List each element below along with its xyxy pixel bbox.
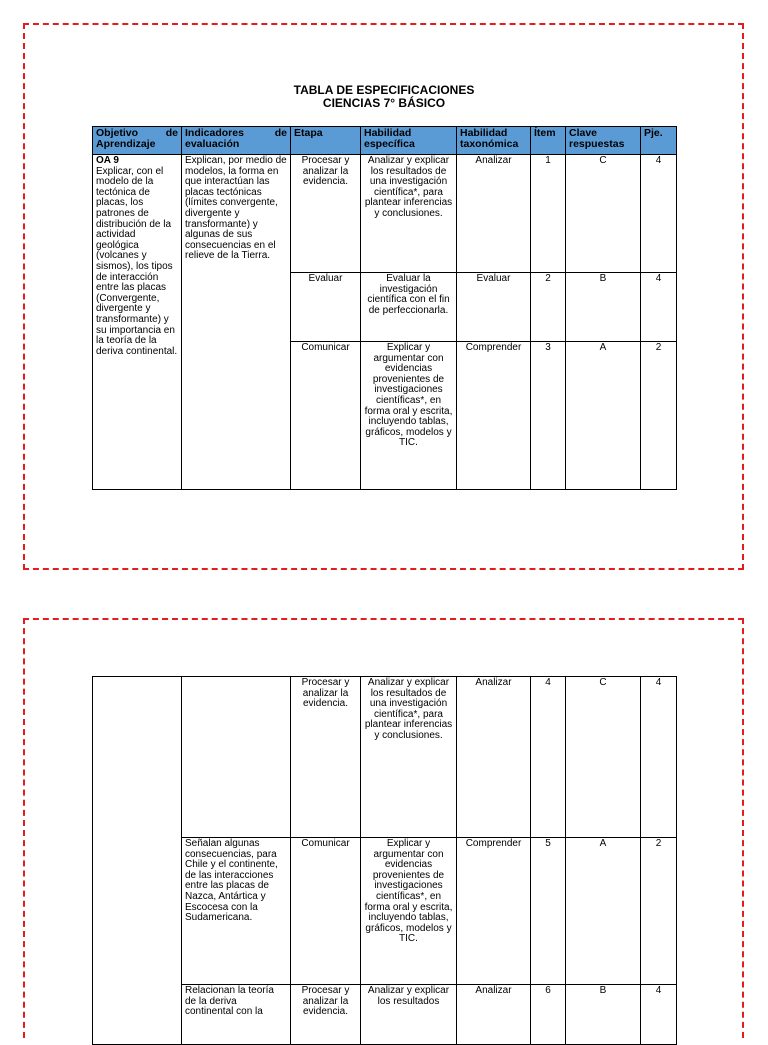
objetivo-cell (93, 677, 182, 1045)
habilidad-cell: Evaluar la investigación científica con el fin de perfeccionarla. (361, 273, 457, 342)
clave-cell: A (566, 838, 641, 985)
item-cell: 1 (531, 155, 566, 273)
taxonomica-cell: Analizar (457, 677, 531, 838)
habilidad-cell: Analizar y explicar los resultados (361, 985, 457, 1045)
objetivo-code: OA 9 (96, 155, 119, 166)
table-row (93, 677, 677, 838)
table-row (93, 155, 677, 273)
habilidad-cell: Explicar y argumentar con evidencias provenientes de investigaciones científicas*, en forma oral y escrita, incluyendo tablas, gráficos, modelos y TIC. (361, 342, 457, 490)
header-etapa: Etapa (291, 127, 361, 155)
taxonomica-cell: Comprender (457, 342, 531, 490)
pje-cell: 4 (641, 985, 677, 1045)
clave-cell: A (566, 342, 641, 490)
header-habilidad-especifica: Habilidad específica (361, 127, 457, 155)
specification-table (92, 126, 677, 490)
taxonomica-cell: Evaluar (457, 273, 531, 342)
specification-table-continued (92, 676, 677, 1045)
habilidad-cell: Analizar y explicar los resultados de una investigación científica*, para plantear inferencias y conclusiones. (361, 155, 457, 273)
taxonomica-cell: Comprender (457, 838, 531, 985)
objetivo-cell (93, 155, 182, 490)
pje-cell: 4 (641, 273, 677, 342)
clave-cell: C (566, 155, 641, 273)
pje-cell: 2 (641, 838, 677, 985)
taxonomica-cell: Analizar (457, 155, 531, 273)
habilidad-cell: Explicar y argumentar con evidencias provenientes de investigaciones científicas*, en forma oral y escrita, incluyendo tablas, gráficos, modelos y TIC. (361, 838, 457, 985)
pje-cell: 2 (641, 342, 677, 490)
etapa-cell: Procesar y analizar la evidencia. (291, 155, 361, 273)
etapa-cell: Comunicar (291, 342, 361, 490)
header-item: Ítem (531, 127, 566, 155)
taxonomica-cell: Analizar (457, 985, 531, 1045)
header-indicadores: Indicadores de evaluación (182, 127, 291, 155)
habilidad-cell: Analizar y explicar los resultados de una investigación científica*, para plantear inferencias y conclusiones. (361, 677, 457, 838)
title-line-2: CIENCIAS 7° BÁSICO (322, 96, 446, 110)
item-cell: 4 (531, 677, 566, 838)
etapa-cell: Procesar y analizar la evidencia. (291, 985, 361, 1045)
header-pje: Pje. (641, 127, 677, 155)
etapa-cell: Comunicar (291, 838, 361, 985)
clave-cell: C (566, 677, 641, 838)
item-cell: 3 (531, 342, 566, 490)
indicador-cell: Relacionan la teoría de la deriva continental con la (182, 985, 291, 1045)
item-cell: 5 (531, 838, 566, 985)
clave-cell: B (566, 985, 641, 1045)
etapa-cell: Evaluar (291, 273, 361, 342)
title-line-1: TABLA DE ESPECIFICACIONES (293, 83, 475, 97)
etapa-cell: Procesar y analizar la evidencia. (291, 677, 361, 838)
header-habilidad-taxonomica: Habilidad taxonómica (457, 127, 531, 155)
pje-cell: 4 (641, 677, 677, 838)
document-title (0, 84, 768, 110)
item-cell: 6 (531, 985, 566, 1045)
indicador-cell (182, 677, 291, 838)
item-cell: 2 (531, 273, 566, 342)
indicador-cell: Explican, por medio de modelos, la forma en que interactúan las placas tectónicas (límites convergente, divergente y transformante) y algunas de sus consecuencias en el relieve de la Tierra. (182, 155, 291, 490)
header-clave: Clave respuestas (566, 127, 641, 155)
indicador-cell: Señalan algunas consecuencias, para Chile y el continente, de las interacciones entre las placas de Nazca, Antártica y Escocesa con la Sudamericana. (182, 838, 291, 985)
objetivo-text: Explicar, con el modelo de la tectónica de placas, los patrones de distribución de la actividad geológica (volcanes y sismos), los tipos de interacción entre las placas (Convergente, divergente y transformante) y su importancia en la teoría de la deriva continental. (96, 165, 178, 357)
clave-cell: B (566, 273, 641, 342)
header-objetivo: Objetivo de Aprendizaje (93, 127, 182, 155)
pje-cell: 4 (641, 155, 677, 273)
